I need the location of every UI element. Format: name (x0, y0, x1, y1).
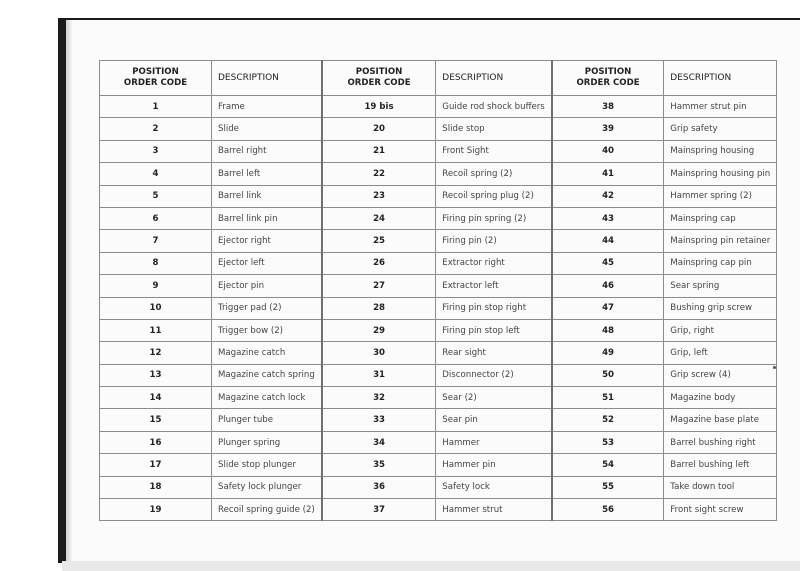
table-row (100, 252, 777, 274)
position-code-cell: 10 (100, 297, 212, 319)
table-row (100, 275, 777, 297)
description-cell: Magazine catch (212, 342, 322, 364)
position-code-cell: 11 (100, 319, 212, 341)
position-code-cell: 30 (322, 342, 436, 364)
position-code-cell: 22 (322, 163, 436, 185)
position-code-cell: 2 (100, 118, 212, 140)
position-code-cell: 32 (322, 387, 436, 409)
description-cell: Barrel link pin (212, 207, 322, 229)
description-cell: Magazine base plate (664, 409, 777, 431)
table-body (100, 96, 777, 521)
description-cell: Mainspring housing pin (664, 163, 777, 185)
position-code-cell: 25 (322, 230, 436, 252)
table-row (100, 185, 777, 207)
position-code-cell: 46 (552, 275, 664, 297)
position-code-cell: 27 (322, 275, 436, 297)
position-code-cell: 14 (100, 387, 212, 409)
header-row (100, 61, 777, 96)
position-code-cell: 49 (552, 342, 664, 364)
description-cell: Sear pin (436, 409, 552, 431)
position-code-cell: 24 (322, 207, 436, 229)
position-code-cell: 38 (552, 96, 664, 118)
description-cell: Ejector right (212, 230, 322, 252)
table-row (100, 409, 777, 431)
header-description: DESCRIPTION (212, 61, 322, 96)
position-code-cell: 13 (100, 364, 212, 386)
table-row (100, 319, 777, 341)
description-cell: Barrel link (212, 185, 322, 207)
position-code-cell: 9 (100, 275, 212, 297)
description-cell: Slide stop plunger (212, 454, 322, 476)
position-code-cell: 15 (100, 409, 212, 431)
description-cell: Bushing grip screw (664, 297, 777, 319)
description-cell: Ejector left (212, 252, 322, 274)
position-code-cell: 20 (322, 118, 436, 140)
description-cell: Safety lock (436, 476, 552, 498)
description-cell: Barrel bushing right (664, 431, 777, 453)
description-cell: Firing pin stop right (436, 297, 552, 319)
description-cell: Extractor right (436, 252, 552, 274)
table-row (100, 140, 777, 162)
description-cell: Front sight screw (664, 499, 777, 521)
position-code-cell: 4 (100, 163, 212, 185)
description-cell: Hammer pin (436, 454, 552, 476)
description-cell: Rear sight (436, 342, 552, 364)
description-cell: Hammer strut pin (664, 96, 777, 118)
description-cell: Plunger spring (212, 431, 322, 453)
position-code-cell: 21 (322, 140, 436, 162)
table-row (100, 207, 777, 229)
description-cell: Trigger pad (2) (212, 297, 322, 319)
position-code-cell: 44 (552, 230, 664, 252)
position-code-cell: 42 (552, 185, 664, 207)
position-code-cell: 16 (100, 431, 212, 453)
header-position-code: POSITION ORDER CODE (552, 61, 664, 96)
description-cell: Hammer strut (436, 499, 552, 521)
description-cell: Magazine catch spring (212, 364, 322, 386)
position-code-cell: 8 (100, 252, 212, 274)
description-cell: Slide stop (436, 118, 552, 140)
table-row (100, 230, 777, 252)
description-cell: Guide rod shock buffers (436, 96, 552, 118)
position-code-cell: 50 (552, 364, 664, 386)
header-position-code: POSITION ORDER CODE (322, 61, 436, 96)
position-code-cell: 37 (322, 499, 436, 521)
position-code-cell: 33 (322, 409, 436, 431)
position-code-cell: 19 bis (322, 96, 436, 118)
position-code-cell: 1 (100, 96, 212, 118)
description-cell: Magazine body (664, 387, 777, 409)
position-code-cell: 51 (552, 387, 664, 409)
description-cell: Hammer (436, 431, 552, 453)
table-row (100, 297, 777, 319)
position-code-cell: 52 (552, 409, 664, 431)
description-cell: Barrel bushing left (664, 454, 777, 476)
description-cell: Recoil spring (2) (436, 163, 552, 185)
table-row (100, 431, 777, 453)
description-cell: Mainspring pin retainer (664, 230, 777, 252)
description-cell: Firing pin spring (2) (436, 207, 552, 229)
description-cell: Firing pin (2) (436, 230, 552, 252)
position-code-cell: 18 (100, 476, 212, 498)
position-code-cell: 7 (100, 230, 212, 252)
description-cell: Trigger bow (2) (212, 319, 322, 341)
position-code-cell: 23 (322, 185, 436, 207)
position-code-cell: 47 (552, 297, 664, 319)
parts-table (99, 60, 777, 521)
description-cell: Recoil spring plug (2) (436, 185, 552, 207)
position-code-cell: 48 (552, 319, 664, 341)
description-cell: Disconnector (2) (436, 364, 552, 386)
table-row (100, 96, 777, 118)
position-code-cell: 34 (322, 431, 436, 453)
position-code-cell: 56 (552, 499, 664, 521)
position-code-cell: 3 (100, 140, 212, 162)
position-code-cell: 6 (100, 207, 212, 229)
description-cell: Sear spring (664, 275, 777, 297)
table-row (100, 476, 777, 498)
header-description: DESCRIPTION (436, 61, 552, 96)
position-code-cell: 45 (552, 252, 664, 274)
description-cell: Frame (212, 96, 322, 118)
description-cell: Hammer spring (2) (664, 185, 777, 207)
description-cell: Mainspring cap pin (664, 252, 777, 274)
table-header (100, 61, 777, 96)
description-cell: Take down tool (664, 476, 777, 498)
header-description: DESCRIPTION (664, 61, 777, 96)
position-code-cell: 43 (552, 207, 664, 229)
position-code-cell: 19 (100, 499, 212, 521)
description-cell: Barrel left (212, 163, 322, 185)
table-row (100, 163, 777, 185)
description-cell: Grip screw (4) (664, 364, 777, 386)
description-cell: Mainspring housing (664, 140, 777, 162)
description-cell: Plunger tube (212, 409, 322, 431)
position-code-cell: 41 (552, 163, 664, 185)
description-cell: Recoil spring guide (2) (212, 499, 322, 521)
table-row (100, 454, 777, 476)
description-cell: Barrel right (212, 140, 322, 162)
position-code-cell: 17 (100, 454, 212, 476)
description-cell: Grip, left (664, 342, 777, 364)
position-code-cell: 40 (552, 140, 664, 162)
position-code-cell: 35 (322, 454, 436, 476)
description-cell: Mainspring cap (664, 207, 777, 229)
bottom-band (62, 561, 800, 571)
position-code-cell: 31 (322, 364, 436, 386)
position-code-cell: 53 (552, 431, 664, 453)
description-cell: Grip safety (664, 118, 777, 140)
description-cell: Front Sight (436, 140, 552, 162)
position-code-cell: 12 (100, 342, 212, 364)
position-code-cell: 36 (322, 476, 436, 498)
description-cell: Ejector pin (212, 275, 322, 297)
table-row (100, 387, 777, 409)
table-row (100, 499, 777, 521)
position-code-cell: 26 (322, 252, 436, 274)
description-cell: Extractor left (436, 275, 552, 297)
description-cell: Grip, right (664, 319, 777, 341)
table-row (100, 118, 777, 140)
description-cell: Slide (212, 118, 322, 140)
position-code-cell: 39 (552, 118, 664, 140)
description-cell: Firing pin stop left (436, 319, 552, 341)
description-cell: Sear (2) (436, 387, 552, 409)
description-cell: Magazine catch lock (212, 387, 322, 409)
position-code-cell: 54 (552, 454, 664, 476)
page-edge (66, 20, 72, 561)
description-cell: Safety lock plunger (212, 476, 322, 498)
position-code-cell: 29 (322, 319, 436, 341)
position-code-cell: 55 (552, 476, 664, 498)
table-row (100, 364, 777, 386)
position-code-cell: 5 (100, 185, 212, 207)
table-row (100, 342, 777, 364)
header-position-code: POSITION ORDER CODE (100, 61, 212, 96)
position-code-cell: 28 (322, 297, 436, 319)
